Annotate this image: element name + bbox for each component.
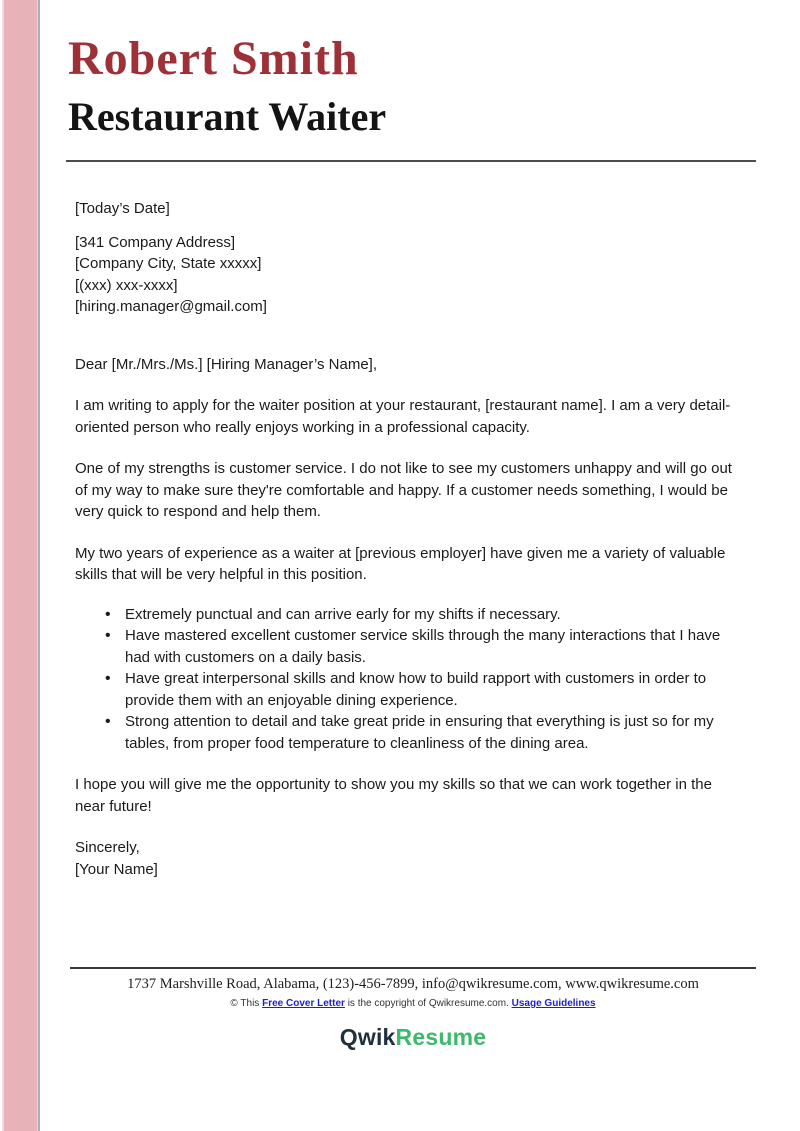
logo-resume-text: Resume: [395, 1024, 487, 1050]
candidate-name: Robert Smith: [68, 32, 359, 85]
qwikresume-logo: [70, 1024, 756, 1051]
signoff: Sincerely,: [75, 839, 140, 856]
header-divider: [66, 160, 756, 162]
footer-copyright-line: [70, 998, 756, 1009]
list-item: • Have great interpersonal skills and know how to build rapport with customers in order to provide them with an enjoyable dining experience.: [125, 668, 745, 711]
logo-qwik-text: Qwik: [339, 1024, 396, 1050]
letter-body: [75, 198, 745, 880]
list-item: • Extremely punctual and can arrive early for my shifts if necessary.: [125, 604, 745, 626]
list-item: • Have mastered excellent customer service skills through the many interactions that I have had with customers on a daily basis.: [125, 625, 745, 668]
free-cover-letter-link[interactable]: Free Cover Letter: [262, 998, 345, 1009]
address-line: [(xxx) xxx-xxxx]: [75, 276, 178, 294]
copyright-icon: ©: [230, 998, 238, 1009]
footer-divider: [70, 967, 756, 969]
date-line: [Today’s Date]: [75, 200, 170, 217]
skills-bullet-list: [75, 604, 745, 755]
paragraph-experience: My two years of experience as a waiter at [previous employer] have given me a variety of valuable skills that will be very helpful in this position.: [75, 544, 726, 583]
recipient-address-block: [75, 232, 745, 318]
copyright-prefix: This: [240, 998, 260, 1009]
paragraph-intro: I am writing to apply for the waiter position at your restaurant, [restaurant name]. I am a very detail-oriented person who really enjoys working in a professional capacity.: [75, 397, 731, 436]
address-line: [Company City, State xxxxx]: [75, 255, 262, 272]
address-line: [hiring.manager@gmail.com]: [75, 298, 267, 315]
address-line: [341 Company Address]: [75, 233, 236, 251]
paragraph-strengths: One of my strengths is customer service. I do not like to see my customers unhappy and will go out of my way to make sure they're comfortable and happy. If a customer needs something, I would be very quick to respond and help them.: [75, 460, 732, 520]
footer-contact-line: 1737 Marshville Road, Alabama, (123)-456-7899, info@qwikresume.com, www.qwikresume.com: [127, 976, 699, 992]
page-footer: [70, 967, 756, 1051]
signoff-block: [75, 837, 745, 880]
salutation: Dear [Mr./Mrs./Ms.] [Hiring Manager’s Name],: [75, 355, 378, 373]
left-accent-stripe: [2, 0, 40, 1131]
usage-guidelines-link[interactable]: Usage Guidelines: [511, 998, 596, 1009]
copyright-middle: is the copyright of Qwikresume.com.: [347, 998, 509, 1009]
paragraph-closing: I hope you will give me the opportunity to show you my skills so that we can work together in the near future!: [75, 776, 712, 815]
job-title: Restaurant Waiter: [68, 94, 387, 139]
list-item: • Strong attention to detail and take great pride in ensuring that everything is just so for my tables, from proper food temperature to cleanliness of the dining area.: [125, 711, 745, 754]
left-divider-line: [38, 0, 40, 1131]
signature: [Your Name]: [75, 860, 158, 878]
letter-page: [68, 0, 745, 880]
